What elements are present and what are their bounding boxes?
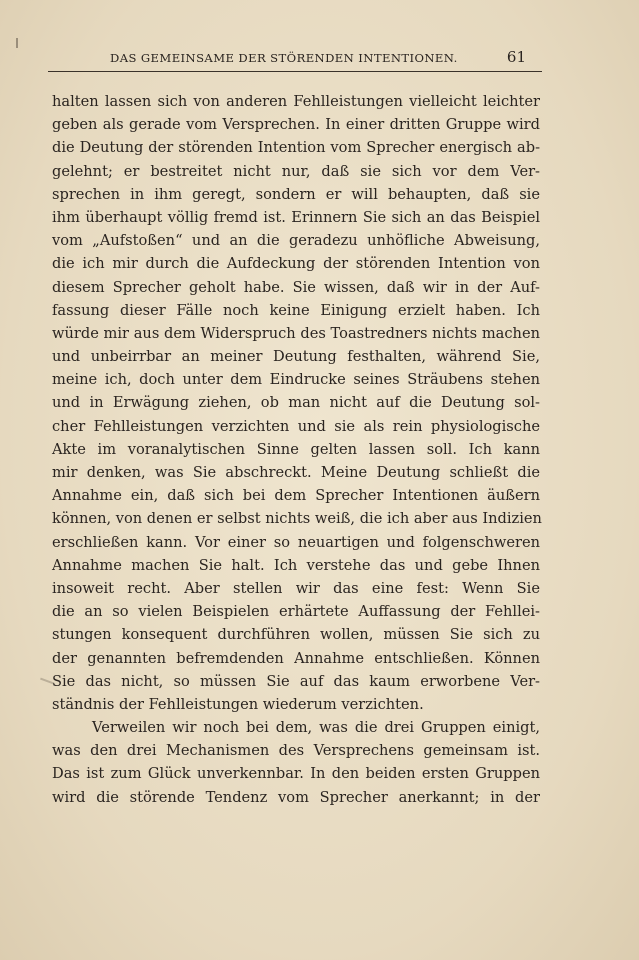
header-rule — [48, 71, 542, 72]
text-line: vom „Aufstoßen“ und an die geradezu unhöfliche Abweisung, — [52, 232, 540, 250]
body-text — [52, 90, 540, 809]
text-line: ständnis der Fehlleistungen wiederum verzichten. — [52, 695, 424, 713]
text-line: diesem Sprecher geholt habe. Sie wissen, daß wir in der Auf- — [52, 278, 540, 296]
text-line: erschließen kann. Vor einer so neuartigen und folgenschweren — [52, 533, 540, 551]
text-line: die ich mir durch die Aufdeckung der störenden Intention von — [52, 255, 540, 273]
text-line: und unbeirrbar an meiner Deutung festhalten, während Sie, — [52, 348, 540, 366]
text-line: und in Erwägung ziehen, ob man nicht auf die Deutung sol- — [52, 394, 540, 412]
text-line: gelehnt; er bestreitet nicht nur, daß sie sich vor dem Ver- — [52, 162, 540, 180]
text-line: Annahme ein, daß sich bei dem Sprecher Intentionen äußern — [52, 487, 540, 505]
page-header — [48, 46, 542, 72]
text-line: meine ich, doch unter dem Eindrucke seines Sträubens stehen — [52, 371, 540, 389]
text-line: insoweit recht. Aber stellen wir das eine fest: Wenn Sie — [52, 579, 540, 597]
page-number: 61 — [506, 48, 526, 66]
running-head: DAS GEMEINSAME DER STÖRENDEN INTENTIONEN. — [110, 51, 458, 65]
text-line: würde mir aus dem Widerspruch des Toastredners nichts machen — [52, 324, 540, 342]
text-line: die Deutung der störenden Intention vom Sprecher energisch ab- — [52, 139, 540, 157]
text-line: die an so vielen Beispielen erhärtete Auffassung der Fehllei- — [52, 603, 540, 621]
text-line: mir denken, was Sie abschreckt. Meine Deutung schließt die — [52, 464, 540, 481]
text-line: können, von denen er selbst nichts weiß, die ich aber aus Indizien — [52, 510, 542, 528]
text-line: Annahme machen Sie halt. Ich verstehe das und gebe Ihnen — [52, 556, 540, 574]
text-line: halten lassen sich von anderen Fehlleistungen vielleicht leichter — [52, 93, 540, 110]
text-line: stungen konsequent durchführen wollen, müssen Sie sich zu — [52, 626, 540, 644]
text-line: was den drei Mechanismen des Versprechens gemeinsam ist. — [52, 742, 540, 760]
text-line: Das ist zum Glück unverkennbar. In den beiden ersten Gruppen — [52, 765, 540, 783]
text-line: sprechen in ihm geregt, sondern er will behaupten, daß sie — [52, 185, 540, 203]
text-line: fassung dieser Fälle noch keine Einigung erzielt haben. Ich — [52, 301, 540, 319]
margin-mark — [16, 38, 18, 48]
text-line: Akte im voranalytischen Sinne gelten lassen soll. Ich kann — [52, 440, 540, 458]
text-line: geben als gerade vom Versprechen. In einer dritten Gruppe wird — [52, 116, 540, 134]
text-line: Verweilen wir noch bei dem, was die drei Gruppen einigt, — [92, 719, 540, 737]
text-line: Sie das nicht, so müssen Sie auf das kaum erworbene Ver- — [52, 672, 540, 690]
text-line: wird die störende Tendenz vom Sprecher anerkannt; in der — [52, 788, 540, 806]
text-line: ihm überhaupt völlig fremd ist. Erinnern Sie sich an das Beispiel — [52, 208, 540, 226]
text-line: der genannten befremdenden Annahme entschließen. Können — [52, 649, 540, 667]
text-line: cher Fehlleistungen verzichten und sie als rein physiologische — [52, 417, 540, 435]
